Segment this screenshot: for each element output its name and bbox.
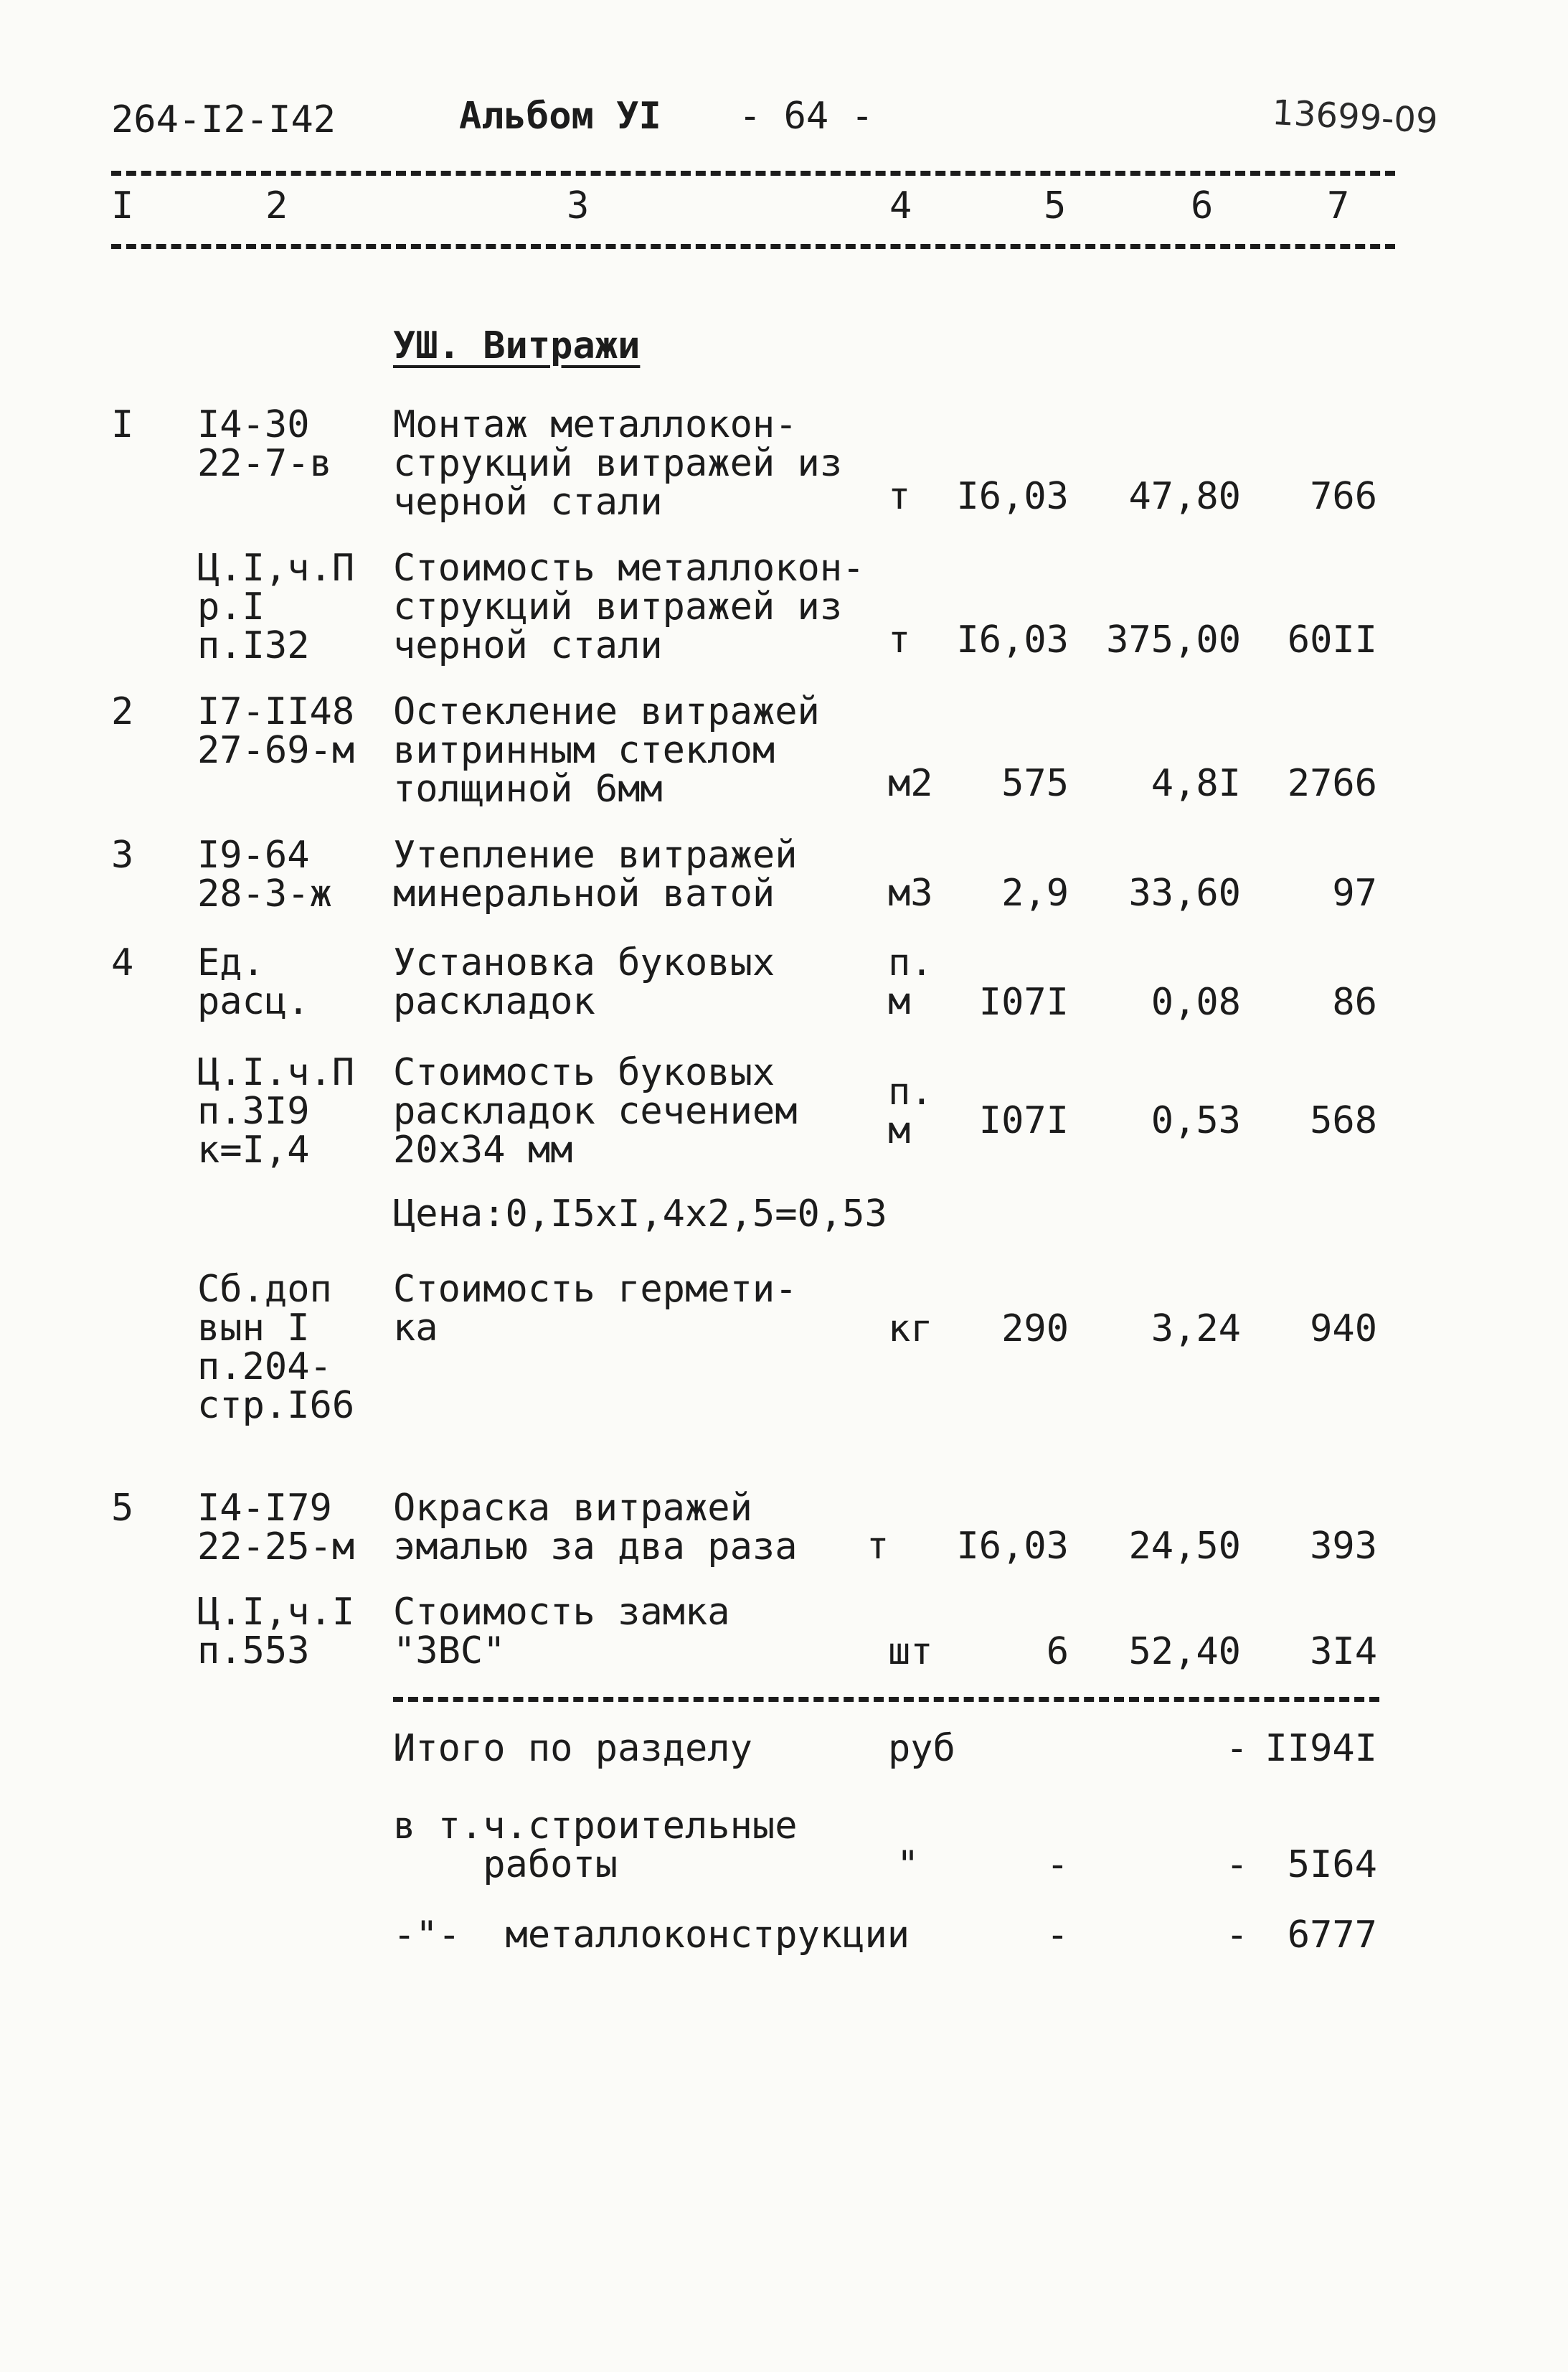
quantity: I6,03 [956, 475, 1069, 518]
quantity: I6,03 [956, 618, 1069, 662]
norm-code: Ед. расц. [197, 941, 310, 1023]
totals-label: в т.ч.строительные работы [393, 1804, 798, 1886]
quantity: I6,03 [956, 1525, 1069, 1568]
norm-code: I4-I79 22-25-м [197, 1487, 355, 1568]
totals-amount: 6777 [1287, 1914, 1377, 1957]
header-divider-top [111, 171, 1395, 176]
work-description: Монтаж металлокон- струкций витражей из черной стали [393, 403, 843, 524]
unit-price: 0,08 [1151, 981, 1241, 1024]
column-number-5: 5 [1044, 184, 1067, 227]
unit: т [866, 1525, 889, 1568]
unit: кг [888, 1307, 933, 1350]
unit: шт [888, 1630, 933, 1673]
unit: п. м [888, 941, 933, 1023]
total-cost: 568 [1310, 1099, 1377, 1142]
unit-price: 24,50 [1128, 1525, 1241, 1568]
column-number-2: 2 [265, 184, 288, 227]
row-number: 5 [111, 1487, 134, 1530]
work-description: Стоимость гермети- ка [393, 1268, 798, 1350]
quantity: 6 [1046, 1630, 1069, 1673]
column-number-1: I [111, 184, 134, 227]
column-number-3: 3 [567, 184, 590, 227]
album-label: Альбом УI [459, 95, 661, 138]
norm-code: Ц.I.ч.П п.3I9 к=I,4 [197, 1051, 355, 1172]
section-title: УШ. Витражи [393, 324, 641, 367]
handwritten-number: 13699-09 [1271, 93, 1439, 142]
work-description: Остекление витражей витринным стеклом толщиной 6мм [393, 690, 820, 811]
total-cost: 766 [1310, 475, 1377, 518]
norm-code: Сб.доп вын I п.204- стр.I66 [197, 1268, 355, 1427]
quantity: I07I [978, 1099, 1069, 1142]
unit-price: 47,80 [1128, 475, 1241, 518]
unit-price: 0,53 [1151, 1099, 1241, 1142]
unit-price: 33,60 [1128, 872, 1241, 915]
header-divider-bottom [111, 244, 1395, 249]
work-description: Окраска витражей эмалью за два раза [393, 1487, 798, 1568]
totals-label: -"- металлоконструкции [393, 1914, 910, 1957]
total-cost: 86 [1332, 981, 1377, 1024]
work-description: Стоимость замка "ЗВС" [393, 1591, 730, 1672]
unit: м3 [888, 872, 933, 915]
totals-dash: - [1225, 1914, 1248, 1957]
unit: т [888, 475, 911, 518]
page-number: - 64 - [739, 95, 874, 138]
unit-price: 52,40 [1128, 1630, 1241, 1673]
price-calculation-note: Цена:0,I5хI,4х2,5=0,53 [393, 1192, 887, 1236]
work-description: Установка буковых раскладок [393, 941, 775, 1023]
totals-dash: - [1225, 1727, 1248, 1770]
totals-unit: руб [888, 1727, 955, 1770]
totals-amount: II94I [1265, 1727, 1377, 1770]
total-cost: 60II [1287, 618, 1377, 662]
column-number-7: 7 [1327, 184, 1350, 227]
work-description: Утепление витражей минеральной ватой [393, 834, 798, 916]
unit-price: 375,00 [1106, 618, 1241, 662]
norm-code: Ц.I,ч.П р.I п.I32 [197, 547, 355, 667]
norm-code: Ц.I,ч.I п.553 [197, 1591, 355, 1672]
total-cost: 940 [1310, 1307, 1377, 1350]
quantity: 290 [1001, 1307, 1069, 1350]
work-description: Стоимость металлокон- струкций витражей из черной стали [393, 547, 865, 667]
totals-label: Итого по разделу [393, 1727, 752, 1770]
totals-dash: - [1225, 1843, 1248, 1886]
quantity: 575 [1001, 762, 1069, 805]
norm-code: I4-30 22-7-в [197, 403, 332, 485]
norm-code: I9-64 28-3-ж [197, 834, 332, 916]
row-number: 3 [111, 834, 134, 877]
norm-code: I7-II48 27-69-м [197, 690, 355, 772]
totals-dash: - [1046, 1914, 1069, 1957]
total-cost: 97 [1332, 872, 1377, 915]
unit-price: 4,8I [1151, 762, 1241, 805]
total-cost: 393 [1310, 1525, 1377, 1568]
unit-price: 3,24 [1151, 1307, 1241, 1350]
total-cost: 3I4 [1310, 1630, 1377, 1673]
row-number: 2 [111, 690, 134, 733]
totals-amount: 5I64 [1287, 1843, 1377, 1886]
totals-dash: - [1046, 1843, 1069, 1886]
unit: п. м [888, 1070, 933, 1152]
quantity: I07I [978, 981, 1069, 1024]
column-number-6: 6 [1191, 184, 1214, 227]
unit: т [888, 618, 911, 662]
row-number: I [111, 403, 134, 446]
document-code: 264-I2-I42 [111, 98, 336, 141]
work-description: Стоимость буковых раскладок сечением 20х34 мм [393, 1051, 798, 1172]
total-cost: 2766 [1287, 762, 1377, 805]
totals-divider [393, 1697, 1379, 1702]
unit: м2 [888, 762, 933, 805]
row-number: 4 [111, 941, 134, 984]
quantity: 2,9 [1001, 872, 1069, 915]
column-number-4: 4 [889, 184, 912, 227]
totals-unit: " [897, 1843, 920, 1886]
